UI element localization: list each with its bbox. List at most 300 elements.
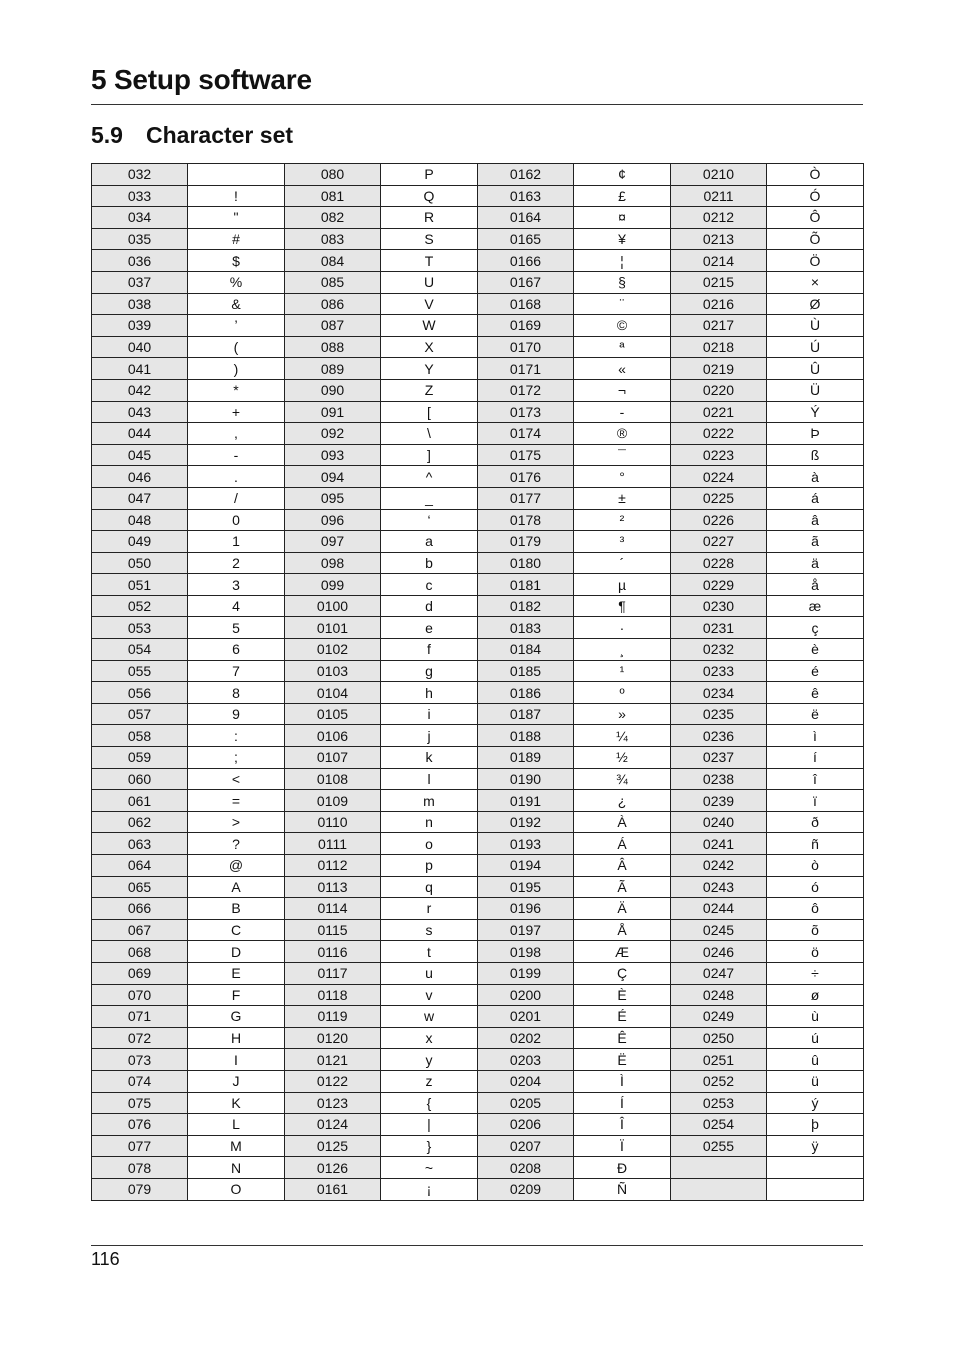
char-code-cell: 0121 — [285, 1049, 381, 1071]
char-code-cell: 059 — [92, 747, 188, 769]
char-glyph-cell: © — [574, 315, 671, 337]
char-code-cell: 0210 — [671, 164, 767, 186]
char-glyph-cell: ¿ — [574, 790, 671, 812]
char-code-cell: 076 — [92, 1114, 188, 1136]
char-code-cell: 0243 — [671, 876, 767, 898]
char-code-cell: 082 — [285, 207, 381, 229]
char-code-cell: 0124 — [285, 1114, 381, 1136]
char-code-cell: 0171 — [478, 358, 574, 380]
char-glyph-cell: û — [767, 1049, 864, 1071]
char-code-cell: 034 — [92, 207, 188, 229]
char-code-cell: 0108 — [285, 768, 381, 790]
char-code-cell: 077 — [92, 1135, 188, 1157]
char-code-cell: 075 — [92, 1092, 188, 1114]
char-code-cell: 0224 — [671, 466, 767, 488]
char-code-cell: 0105 — [285, 703, 381, 725]
char-glyph-cell: « — [574, 358, 671, 380]
char-code-cell: 0237 — [671, 747, 767, 769]
char-code-cell: 040 — [92, 336, 188, 358]
char-code-cell: 0120 — [285, 1027, 381, 1049]
char-glyph-cell — [767, 1178, 864, 1200]
char-glyph-cell: ± — [574, 487, 671, 509]
char-glyph-cell: ¾ — [574, 768, 671, 790]
character-set-table — [91, 163, 864, 1201]
char-code-cell: 0167 — [478, 271, 574, 293]
table-row — [92, 531, 864, 553]
char-code-cell: 0112 — [285, 855, 381, 877]
char-code-cell: 090 — [285, 379, 381, 401]
char-glyph-cell: ® — [574, 423, 671, 445]
char-glyph-cell: ¢ — [574, 164, 671, 186]
table-row — [92, 855, 864, 877]
char-code-cell: 0218 — [671, 336, 767, 358]
char-code-cell: 035 — [92, 228, 188, 250]
char-glyph-cell: M — [188, 1135, 285, 1157]
char-code-cell: 057 — [92, 703, 188, 725]
char-glyph-cell: ê — [767, 682, 864, 704]
char-code-cell: 0111 — [285, 833, 381, 855]
char-code-cell: 069 — [92, 962, 188, 984]
char-code-cell: 052 — [92, 595, 188, 617]
char-glyph-cell: w — [381, 1006, 478, 1028]
char-code-cell: 0106 — [285, 725, 381, 747]
char-code-cell — [671, 1157, 767, 1179]
table-row — [92, 1092, 864, 1114]
table-row — [92, 1049, 864, 1071]
char-code-cell: 0176 — [478, 466, 574, 488]
char-glyph-cell: Æ — [574, 941, 671, 963]
char-glyph-cell: ¹ — [574, 660, 671, 682]
char-glyph-cell: ’ — [188, 315, 285, 337]
char-code-cell: 0107 — [285, 747, 381, 769]
char-glyph-cell: ù — [767, 1006, 864, 1028]
char-glyph-cell: è — [767, 639, 864, 661]
table-row — [92, 768, 864, 790]
table-row — [92, 574, 864, 596]
table-row — [92, 1070, 864, 1092]
char-code-cell: 038 — [92, 293, 188, 315]
char-glyph-cell: C — [188, 919, 285, 941]
char-code-cell: 088 — [285, 336, 381, 358]
char-glyph-cell: ¼ — [574, 725, 671, 747]
char-code-cell: 0182 — [478, 595, 574, 617]
char-code-cell: 0115 — [285, 919, 381, 941]
char-glyph-cell: p — [381, 855, 478, 877]
char-glyph-cell: ¬ — [574, 379, 671, 401]
table-row — [92, 1135, 864, 1157]
char-code-cell: 0166 — [478, 250, 574, 272]
char-glyph-cell: t — [381, 941, 478, 963]
char-glyph-cell: Ñ — [574, 1178, 671, 1200]
char-glyph-cell: õ — [767, 919, 864, 941]
char-glyph-cell: ª — [574, 336, 671, 358]
char-glyph-cell: ¯ — [574, 444, 671, 466]
char-glyph-cell: ÷ — [767, 962, 864, 984]
table-row — [92, 876, 864, 898]
char-code-cell: 0165 — [478, 228, 574, 250]
char-glyph-cell: 6 — [188, 639, 285, 661]
char-code-cell — [671, 1178, 767, 1200]
char-code-cell: 086 — [285, 293, 381, 315]
char-code-cell: 0252 — [671, 1070, 767, 1092]
char-code-cell: 037 — [92, 271, 188, 293]
char-glyph-cell: à — [767, 466, 864, 488]
char-glyph-cell: 4 — [188, 595, 285, 617]
char-code-cell: 0177 — [478, 487, 574, 509]
page-number: 116 — [91, 1249, 120, 1269]
char-code-cell: 0123 — [285, 1092, 381, 1114]
char-glyph-cell: n — [381, 811, 478, 833]
char-code-cell: 0202 — [478, 1027, 574, 1049]
char-code-cell: 0162 — [478, 164, 574, 186]
char-glyph-cell: 3 — [188, 574, 285, 596]
char-code-cell: 067 — [92, 919, 188, 941]
char-code-cell: 087 — [285, 315, 381, 337]
footer-divider — [91, 1245, 863, 1246]
char-glyph-cell: ü — [767, 1070, 864, 1092]
char-code-cell: 0126 — [285, 1157, 381, 1179]
char-glyph-cell: 2 — [188, 552, 285, 574]
char-glyph-cell: } — [381, 1135, 478, 1157]
char-glyph-cell: ÿ — [767, 1135, 864, 1157]
chapter-title: 5 Setup software — [91, 64, 312, 95]
char-code-cell: 0100 — [285, 595, 381, 617]
char-code-cell: 042 — [92, 379, 188, 401]
char-glyph-cell: l — [381, 768, 478, 790]
char-glyph-cell: ] — [381, 444, 478, 466]
char-glyph-cell: À — [574, 811, 671, 833]
char-glyph-cell: < — [188, 768, 285, 790]
char-glyph-cell: O — [188, 1178, 285, 1200]
char-code-cell: 054 — [92, 639, 188, 661]
char-glyph-cell: & — [188, 293, 285, 315]
char-glyph-cell: Ü — [767, 379, 864, 401]
char-glyph-cell: B — [188, 898, 285, 920]
char-code-cell: 070 — [92, 984, 188, 1006]
char-glyph-cell: S — [381, 228, 478, 250]
char-code-cell: 0220 — [671, 379, 767, 401]
char-code-cell: 0178 — [478, 509, 574, 531]
char-glyph-cell: s — [381, 919, 478, 941]
char-glyph-cell: ^ — [381, 466, 478, 488]
char-glyph-cell: u — [381, 962, 478, 984]
char-code-cell: 0246 — [671, 941, 767, 963]
char-glyph-cell: , — [188, 423, 285, 445]
table-row — [92, 833, 864, 855]
char-code-cell: 0125 — [285, 1135, 381, 1157]
char-glyph-cell: ; — [188, 747, 285, 769]
char-glyph-cell: ) — [188, 358, 285, 380]
char-glyph-cell: ¤ — [574, 207, 671, 229]
char-code-cell: 0195 — [478, 876, 574, 898]
char-code-cell: 0213 — [671, 228, 767, 250]
char-glyph-cell: k — [381, 747, 478, 769]
char-code-cell: 0163 — [478, 185, 574, 207]
char-glyph-cell: Þ — [767, 423, 864, 445]
char-glyph-cell: D — [188, 941, 285, 963]
table-row — [92, 790, 864, 812]
char-glyph-cell: z — [381, 1070, 478, 1092]
char-glyph-cell: þ — [767, 1114, 864, 1136]
char-code-cell: 0119 — [285, 1006, 381, 1028]
char-code-cell: 0239 — [671, 790, 767, 812]
char-code-cell: 047 — [92, 487, 188, 509]
table-row — [92, 617, 864, 639]
char-glyph-cell: ó — [767, 876, 864, 898]
table-row — [92, 919, 864, 941]
char-code-cell: 0225 — [671, 487, 767, 509]
table-row — [92, 811, 864, 833]
char-glyph-cell: h — [381, 682, 478, 704]
char-code-cell: 0198 — [478, 941, 574, 963]
char-glyph-cell: ‘ — [381, 509, 478, 531]
char-glyph-cell: â — [767, 509, 864, 531]
char-code-cell: 0226 — [671, 509, 767, 531]
char-glyph-cell: ² — [574, 509, 671, 531]
character-set-body — [92, 164, 864, 1201]
char-code-cell: 032 — [92, 164, 188, 186]
char-glyph-cell: H — [188, 1027, 285, 1049]
char-glyph-cell: È — [574, 984, 671, 1006]
char-glyph-cell: + — [188, 401, 285, 423]
char-code-cell: 0175 — [478, 444, 574, 466]
char-glyph-cell: ã — [767, 531, 864, 553]
char-code-cell: 0183 — [478, 617, 574, 639]
char-code-cell: 0206 — [478, 1114, 574, 1136]
char-glyph-cell: ° — [574, 466, 671, 488]
char-code-cell: 0188 — [478, 725, 574, 747]
char-code-cell: 094 — [285, 466, 381, 488]
char-code-cell: 089 — [285, 358, 381, 380]
table-row — [92, 358, 864, 380]
char-glyph-cell: E — [188, 962, 285, 984]
char-glyph-cell: » — [574, 703, 671, 725]
char-glyph-cell: ! — [188, 185, 285, 207]
char-glyph-cell: Ý — [767, 401, 864, 423]
char-glyph-cell: ð — [767, 811, 864, 833]
char-code-cell: 039 — [92, 315, 188, 337]
char-glyph-cell: Û — [767, 358, 864, 380]
char-code-cell: 050 — [92, 552, 188, 574]
char-code-cell: 0211 — [671, 185, 767, 207]
char-glyph-cell: r — [381, 898, 478, 920]
char-code-cell: 0104 — [285, 682, 381, 704]
char-code-cell: 0217 — [671, 315, 767, 337]
char-code-cell: 0223 — [671, 444, 767, 466]
char-code-cell: 0207 — [478, 1135, 574, 1157]
table-row — [92, 423, 864, 445]
char-code-cell: 097 — [285, 531, 381, 553]
char-code-cell: 0201 — [478, 1006, 574, 1028]
char-glyph-cell: ¨ — [574, 293, 671, 315]
char-glyph-cell: U — [381, 271, 478, 293]
char-glyph-cell: Ú — [767, 336, 864, 358]
char-glyph-cell — [188, 164, 285, 186]
char-glyph-cell: ú — [767, 1027, 864, 1049]
char-code-cell: 0228 — [671, 552, 767, 574]
char-code-cell: 0189 — [478, 747, 574, 769]
char-code-cell: 0170 — [478, 336, 574, 358]
char-glyph-cell: ¸ — [574, 639, 671, 661]
char-glyph-cell: 5 — [188, 617, 285, 639]
char-code-cell: 072 — [92, 1027, 188, 1049]
table-row — [92, 250, 864, 272]
char-glyph-cell: ( — [188, 336, 285, 358]
char-glyph-cell: ø — [767, 984, 864, 1006]
char-code-cell: 0117 — [285, 962, 381, 984]
char-glyph-cell: Ç — [574, 962, 671, 984]
char-code-cell: 083 — [285, 228, 381, 250]
char-code-cell: 079 — [92, 1178, 188, 1200]
char-glyph-cell: Ó — [767, 185, 864, 207]
char-code-cell: 0247 — [671, 962, 767, 984]
char-code-cell: 062 — [92, 811, 188, 833]
char-glyph-cell: # — [188, 228, 285, 250]
char-code-cell: 0114 — [285, 898, 381, 920]
table-row — [92, 1178, 864, 1200]
char-code-cell: 093 — [285, 444, 381, 466]
char-code-cell: 0214 — [671, 250, 767, 272]
char-glyph-cell: É — [574, 1006, 671, 1028]
char-code-cell: 068 — [92, 941, 188, 963]
char-glyph-cell: g — [381, 660, 478, 682]
table-row — [92, 228, 864, 250]
table-row — [92, 898, 864, 920]
char-code-cell: 036 — [92, 250, 188, 272]
char-code-cell: 0242 — [671, 855, 767, 877]
char-glyph-cell: 1 — [188, 531, 285, 553]
table-row — [92, 315, 864, 337]
char-code-cell: 092 — [285, 423, 381, 445]
char-glyph-cell: é — [767, 660, 864, 682]
char-code-cell: 0173 — [478, 401, 574, 423]
char-glyph-cell: F — [188, 984, 285, 1006]
char-code-cell: 049 — [92, 531, 188, 553]
table-row — [92, 336, 864, 358]
char-glyph-cell: b — [381, 552, 478, 574]
char-glyph-cell: µ — [574, 574, 671, 596]
char-glyph-cell: Q — [381, 185, 478, 207]
char-glyph-cell: ö — [767, 941, 864, 963]
char-code-cell: 0238 — [671, 768, 767, 790]
section-heading — [91, 122, 293, 149]
char-glyph-cell: 7 — [188, 660, 285, 682]
char-glyph-cell: £ — [574, 185, 671, 207]
char-code-cell: 0216 — [671, 293, 767, 315]
char-code-cell: 0244 — [671, 898, 767, 920]
char-code-cell: 065 — [92, 876, 188, 898]
char-code-cell: 0192 — [478, 811, 574, 833]
char-code-cell: 0212 — [671, 207, 767, 229]
char-glyph-cell: Î — [574, 1114, 671, 1136]
table-row — [92, 487, 864, 509]
char-glyph-cell: N — [188, 1157, 285, 1179]
table-row — [92, 509, 864, 531]
char-glyph-cell: G — [188, 1006, 285, 1028]
table-row — [92, 466, 864, 488]
char-code-cell: 0193 — [478, 833, 574, 855]
char-glyph-cell: W — [381, 315, 478, 337]
char-glyph-cell: º — [574, 682, 671, 704]
char-code-cell: 0219 — [671, 358, 767, 380]
char-glyph-cell: ? — [188, 833, 285, 855]
char-code-cell: 095 — [285, 487, 381, 509]
char-code-cell: 0235 — [671, 703, 767, 725]
char-glyph-cell: q — [381, 876, 478, 898]
char-glyph-cell: Ê — [574, 1027, 671, 1049]
char-glyph-cell: m — [381, 790, 478, 812]
char-glyph-cell: ò — [767, 855, 864, 877]
char-code-cell: 048 — [92, 509, 188, 531]
table-row — [92, 444, 864, 466]
char-code-cell: 0185 — [478, 660, 574, 682]
char-glyph-cell: Å — [574, 919, 671, 941]
char-glyph-cell: Ò — [767, 164, 864, 186]
char-code-cell: 0248 — [671, 984, 767, 1006]
char-code-cell: 0180 — [478, 552, 574, 574]
char-glyph-cell: í — [767, 747, 864, 769]
char-code-cell: 0245 — [671, 919, 767, 941]
char-glyph-cell: X — [381, 336, 478, 358]
char-glyph-cell: * — [188, 379, 285, 401]
table-row — [92, 401, 864, 423]
char-glyph-cell — [767, 1157, 864, 1179]
char-glyph-cell: ï — [767, 790, 864, 812]
char-glyph-cell: Õ — [767, 228, 864, 250]
char-glyph-cell: A — [188, 876, 285, 898]
table-row — [92, 185, 864, 207]
char-code-cell: 0164 — [478, 207, 574, 229]
char-code-cell: 0174 — [478, 423, 574, 445]
char-glyph-cell: " — [188, 207, 285, 229]
char-code-cell: 0203 — [478, 1049, 574, 1071]
char-code-cell: 0231 — [671, 617, 767, 639]
char-glyph-cell: î — [767, 768, 864, 790]
char-code-cell: 0110 — [285, 811, 381, 833]
char-code-cell: 056 — [92, 682, 188, 704]
char-glyph-cell: J — [188, 1070, 285, 1092]
char-code-cell: 044 — [92, 423, 188, 445]
table-row — [92, 207, 864, 229]
char-glyph-cell: T — [381, 250, 478, 272]
char-glyph-cell: · — [574, 617, 671, 639]
char-glyph-cell: Ï — [574, 1135, 671, 1157]
char-code-cell: 0204 — [478, 1070, 574, 1092]
char-glyph-cell: > — [188, 811, 285, 833]
char-code-cell: 091 — [285, 401, 381, 423]
char-glyph-cell: P — [381, 164, 478, 186]
table-row — [92, 293, 864, 315]
char-glyph-cell: L — [188, 1114, 285, 1136]
char-glyph-cell: Ô — [767, 207, 864, 229]
char-glyph-cell: Y — [381, 358, 478, 380]
char-code-cell: 0233 — [671, 660, 767, 682]
char-code-cell: 0208 — [478, 1157, 574, 1179]
char-glyph-cell: y — [381, 1049, 478, 1071]
char-code-cell: 0250 — [671, 1027, 767, 1049]
char-code-cell: 0172 — [478, 379, 574, 401]
char-glyph-cell: ¥ — [574, 228, 671, 250]
char-glyph-cell: ½ — [574, 747, 671, 769]
char-glyph-cell: ç — [767, 617, 864, 639]
char-glyph-cell: Â — [574, 855, 671, 877]
char-glyph-cell: ë — [767, 703, 864, 725]
char-code-cell: 058 — [92, 725, 188, 747]
char-code-cell: 0229 — [671, 574, 767, 596]
char-code-cell: 0113 — [285, 876, 381, 898]
char-glyph-cell: \ — [381, 423, 478, 445]
char-code-cell: 033 — [92, 185, 188, 207]
